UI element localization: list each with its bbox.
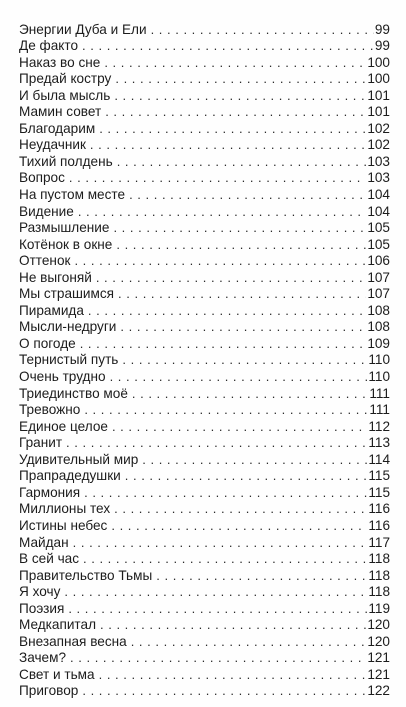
toc-entry (19, 38, 390, 55)
dot-leader (114, 501, 367, 517)
toc-entry-title: Очень трудно (19, 369, 106, 385)
toc-entry-title: Я хочу (19, 584, 61, 600)
dot-leader (115, 71, 366, 87)
toc-entry (19, 435, 390, 452)
toc-entry (19, 551, 390, 568)
toc-entry-page-number: 109 (367, 335, 390, 351)
toc-entry-title: Триединство моё (19, 385, 128, 401)
toc-entry-title: Единое целое (19, 418, 108, 434)
toc-entry (19, 517, 390, 534)
dot-leader (120, 319, 366, 335)
toc-entry (19, 402, 390, 419)
dot-leader (80, 336, 367, 352)
toc-entry (19, 170, 390, 187)
toc-entry (19, 269, 390, 286)
toc-entry-title: Приговор (19, 683, 79, 699)
toc-entry-title: Тернистый путь (19, 352, 119, 368)
dot-leader (69, 170, 366, 186)
toc-entry-title: Оттенок (19, 253, 71, 269)
toc-entry-title: Вопрос (19, 170, 65, 186)
dot-leader (82, 38, 374, 54)
toc-entry-title: Гранит (19, 435, 63, 451)
toc-entry (19, 368, 390, 385)
toc-entry-page-number: 121 (367, 650, 390, 666)
toc-entry-title: Размышление (19, 220, 110, 236)
dot-leader (100, 617, 366, 633)
toc-entry-page-number: 116 (368, 517, 390, 533)
dot-leader (156, 568, 367, 584)
toc-entry-page-number: 107 (367, 269, 390, 285)
dot-leader (74, 253, 366, 269)
toc-entry-page-number: 110 (368, 369, 390, 385)
dot-leader (84, 485, 367, 501)
toc-entry-title: Наказ во сне (19, 54, 101, 70)
toc-entry-title: Энергии Дуба и Ели (19, 21, 147, 37)
dot-leader (99, 121, 366, 137)
toc-entry (19, 203, 390, 220)
toc-entry-title: Мамин совет (19, 104, 102, 120)
toc-entry (19, 104, 390, 121)
toc-entry-page-number: 110 (368, 352, 390, 368)
toc-entry-title: Удивительный мир (19, 451, 139, 467)
toc-entry-title: Майдан (19, 534, 69, 550)
toc-entry (19, 186, 390, 203)
toc-entry (19, 633, 390, 650)
toc-entry-title: Пирамида (19, 302, 84, 318)
toc-entry-page-number: 105 (367, 236, 390, 252)
toc-entry-page-number: 111 (369, 402, 390, 418)
toc-entry-page-number: 117 (368, 534, 390, 550)
dot-leader (83, 551, 367, 567)
dot-leader (151, 22, 374, 38)
toc-entry (19, 87, 390, 104)
toc-entry-page-number: 108 (367, 319, 390, 335)
dot-leader (132, 386, 368, 402)
toc-entry (19, 71, 390, 88)
toc-entry-page-number: 105 (367, 220, 390, 236)
toc-entry-page-number: 103 (367, 170, 390, 186)
toc-entry-title: Благодарим (19, 120, 96, 136)
dot-leader (114, 88, 366, 104)
toc-entry-page-number: 104 (367, 203, 390, 219)
toc-entry-title: На пустом месте (19, 187, 126, 203)
dot-leader (70, 650, 366, 666)
toc-entry-page-number: 103 (367, 153, 390, 169)
dot-leader (117, 154, 367, 170)
toc-entry (19, 451, 390, 468)
toc-entry-page-number: 119 (368, 600, 390, 616)
toc-entry (19, 137, 390, 154)
toc-entry-title: Зачем? (19, 650, 67, 666)
dot-leader (82, 683, 366, 699)
toc-entry-page-number: 118 (368, 551, 390, 567)
toc-entry (19, 650, 390, 667)
dot-leader (129, 187, 366, 203)
toc-entry-page-number: 101 (367, 104, 390, 120)
toc-entry-page-number: 111 (369, 385, 390, 401)
toc-entry (19, 484, 390, 501)
toc-entry (19, 352, 390, 369)
toc-entry-page-number: 99 (374, 38, 390, 54)
dot-leader (122, 352, 367, 368)
toc-entry (19, 617, 390, 634)
dot-leader (116, 237, 366, 253)
toc-entry-title: Истины небес (19, 517, 108, 533)
dot-leader (104, 55, 366, 71)
toc-entry-page-number: 113 (368, 435, 390, 451)
toc-entry (19, 286, 390, 303)
dot-leader (125, 468, 368, 484)
toc-entry-title: Мы страшимся (19, 286, 115, 302)
toc-entry-page-number: 108 (367, 302, 390, 318)
toc-entry-page-number: 100 (367, 54, 390, 70)
dot-leader (110, 369, 368, 385)
toc-entry-page-number: 116 (368, 501, 390, 517)
toc-entry-page-number: 107 (367, 286, 390, 302)
toc-entry (19, 236, 390, 253)
dot-leader (142, 452, 367, 468)
toc-entry (19, 385, 390, 402)
toc-entry-title: И была мысль (19, 87, 111, 103)
toc-entry-page-number: 121 (367, 666, 390, 682)
dot-leader (78, 204, 366, 220)
dot-leader (64, 584, 367, 600)
table-of-contents (19, 21, 390, 699)
dot-leader (112, 419, 367, 435)
toc-entry-page-number: 112 (368, 418, 390, 434)
toc-entry-title: Предай костру (19, 71, 112, 87)
toc-entry (19, 683, 390, 700)
toc-entry (19, 319, 390, 336)
toc-entry-page-number: 106 (367, 253, 390, 269)
dot-leader (84, 402, 368, 418)
toc-entry (19, 120, 390, 137)
dot-leader (99, 667, 367, 683)
toc-entry (19, 253, 390, 270)
toc-entry-title: Гармония (19, 484, 81, 500)
toc-entry-page-number: 102 (367, 120, 390, 136)
toc-entry (19, 220, 390, 237)
toc-entry (19, 600, 390, 617)
toc-entry-page-number: 120 (367, 617, 390, 633)
toc-entry (19, 584, 390, 601)
toc-entry (19, 501, 390, 518)
toc-entry-title: Правительство Тьмы (19, 567, 153, 583)
toc-entry-title: Видение (19, 203, 74, 219)
toc-entry-title: Тихий полдень (19, 153, 113, 169)
toc-entry-title: Тревожно (19, 402, 81, 418)
toc-entry-title: Не выгоняй (19, 269, 92, 285)
toc-entry (19, 666, 390, 683)
toc-entry-title: Миллионы тех (19, 501, 111, 517)
toc-entry (19, 468, 390, 485)
toc-entry-page-number: 115 (368, 468, 390, 484)
toc-entry-page-number: 100 (367, 71, 390, 87)
toc-entry-title: Медкапитал (19, 617, 96, 633)
toc-entry-page-number: 114 (368, 451, 390, 467)
toc-entry (19, 534, 390, 551)
toc-entry-page-number: 118 (368, 584, 390, 600)
toc-entry (19, 302, 390, 319)
dot-leader (73, 535, 368, 551)
toc-entry-title: Прапрадедушки (19, 468, 121, 484)
toc-entry-page-number: 102 (367, 137, 390, 153)
toc-entry-title: Внезапная весна (19, 633, 127, 649)
toc-entry-page-number: 101 (367, 87, 390, 103)
toc-entry (19, 54, 390, 71)
dot-leader (113, 220, 366, 236)
dot-leader (90, 137, 366, 153)
toc-entry-page-number: 122 (367, 683, 390, 699)
toc-entry (19, 567, 390, 584)
toc-entry-page-number: 104 (367, 187, 390, 203)
dot-leader (105, 104, 366, 120)
dot-leader (131, 634, 367, 650)
toc-entry-title: Поэзия (19, 600, 65, 616)
dot-leader (88, 303, 366, 319)
toc-entry-title: Котёнок в окне (19, 236, 113, 252)
toc-entry-title: Неудачник (19, 137, 86, 153)
toc-entry-page-number: 115 (368, 484, 390, 500)
toc-entry-page-number: 118 (368, 567, 390, 583)
toc-entry (19, 153, 390, 170)
toc-entry-page-number: 120 (367, 633, 390, 649)
toc-entry (19, 21, 390, 38)
toc-entry (19, 418, 390, 435)
dot-leader (66, 435, 367, 451)
dot-leader (96, 270, 366, 286)
toc-entry-title: Мысли-недруги (19, 319, 117, 335)
dot-leader (111, 518, 367, 534)
toc-entry-page-number: 99 (374, 21, 390, 37)
dot-leader (68, 601, 367, 617)
toc-entry-title: Де факто (19, 38, 79, 54)
toc-entry-title: В сей час (19, 551, 80, 567)
toc-entry-title: Свет и тьма (19, 666, 95, 682)
dot-leader (118, 286, 366, 302)
toc-entry (19, 335, 390, 352)
toc-entry-title: О погоде (19, 335, 76, 351)
